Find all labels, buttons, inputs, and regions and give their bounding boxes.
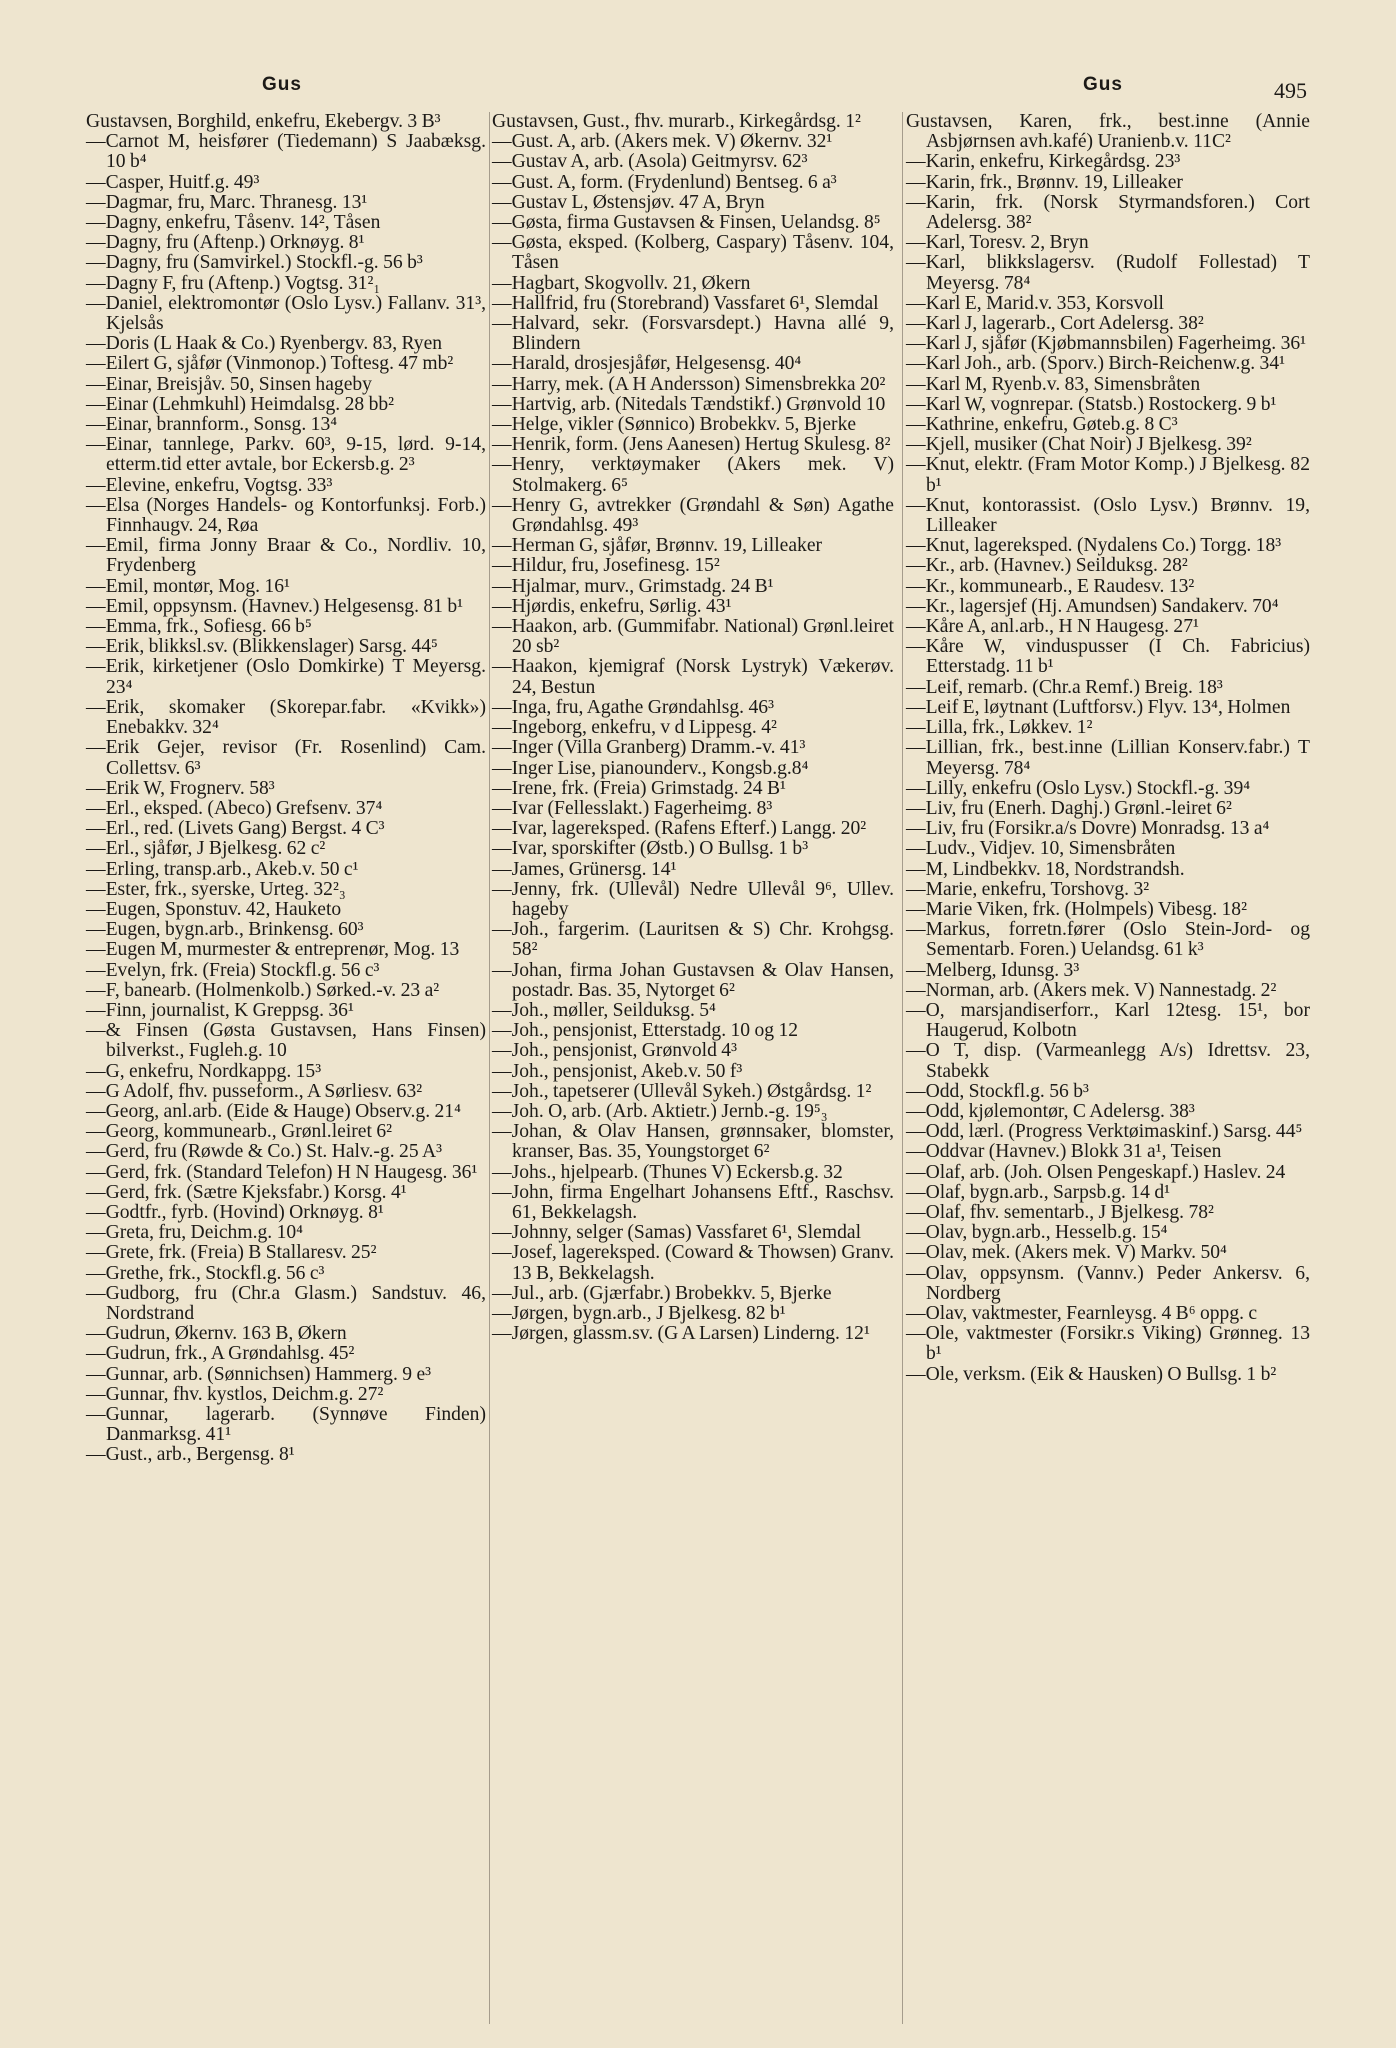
directory-entry: —Kathrine, enkefru, Gøteb.g. 8 C³ <box>906 414 1178 436</box>
directory-entry: —O, marsjandiserforr., Karl 12tesg. 15¹, bor Haugerud, Kolbotn <box>906 999 1310 1042</box>
directory-entry: —Inger (Villa Granberg) Dramm.-v. 41³ <box>492 737 806 759</box>
directory-entry: —Jørgen, glassm.sv. (G A Larsen) Linderng. 12¹ <box>492 1323 870 1345</box>
directory-entry: —Ole, verksm. (Eik & Hausken) O Bullsg. 1 b² <box>906 1363 1277 1385</box>
directory-entry: —Hartvig, arb. (Nitedals Tændstikf.) Grønvold 10 <box>492 393 886 415</box>
directory-column-3 <box>906 112 1310 1385</box>
directory-entry: —Ester, frk., syerske, Urteg. 32²₃ <box>86 878 346 900</box>
directory-entry: —Kåre W, vinduspusser (I Ch. Fabricius) Etterstadg. 11 b¹ <box>906 636 1310 678</box>
directory-entry: —Gunnar, fhv. kystlos, Deichm.g. 27² <box>86 1383 384 1405</box>
directory-entry: —Olav, vaktmester, Fearnleysg. 4 B⁶ oppg. c <box>906 1302 1258 1324</box>
page-number: 495 <box>1274 78 1307 103</box>
directory-entry: —Erik, blikksl.sv. (Blikkenslager) Sarsg. 44⁵ <box>86 636 438 658</box>
directory-entry: —Erling, transp.arb., Akeb.v. 50 c¹ <box>86 858 359 880</box>
directory-entry: —Godtfr., fyrb. (Hovind) Orknøyg. 8¹ <box>86 1201 384 1223</box>
directory-entry: —Grete, frk. (Freia) B Stallaresv. 25² <box>86 1242 377 1264</box>
directory-entry: —F, banearb. (Holmenkolb.) Sørked.-v. 23 a² <box>86 979 440 1001</box>
directory-entry: —Johs., hjelpearb. (Thunes V) Eckersb.g. 32 <box>492 1161 843 1183</box>
column-rule-2 <box>902 112 903 2024</box>
directory-entry: —Karl J, sjåfør (Kjøbmannsbilen) Fagerheimg. 36¹ <box>906 333 1307 355</box>
directory-entry: —Knut, elektr. (Fram Motor Komp.) J Bjelkesg. 82 b¹ <box>906 454 1310 496</box>
directory-entry: —Karl W, vognrepar. (Statsb.) Rostockerg. 9 b¹ <box>906 393 1277 415</box>
directory-entry: —Einar (Lehmkuhl) Heimdalsg. 28 bb² <box>86 393 395 415</box>
directory-entry: —Gudborg, fru (Chr.a Glasm.) Sandstuv. 46, Nordstrand <box>86 1282 486 1324</box>
directory-entry: —Haakon, arb. (Gummifabr. National) Grønl.leiret 20 sb² <box>492 616 894 658</box>
directory-entry: —Karl, Toresv. 2, Bryn <box>906 232 1089 254</box>
directory-entry: —Eugen M, murmester & entreprenør, Mog. 13 <box>86 939 460 961</box>
directory-entry: —Karl M, Ryenb.v. 83, Simensbråten <box>906 373 1201 395</box>
directory-entry: —Olaf, bygn.arb., Sarpsb.g. 14 d¹ <box>906 1181 1170 1203</box>
directory-entry: —Dagny, fru (Samvirkel.) Stockfl.-g. 56 b³ <box>86 252 423 274</box>
directory-entry: —Grethe, frk., Stockfl.g. 56 c³ <box>86 1262 325 1284</box>
directory-entry: —John, firma Engelhart Johansens Eftf., Raschsv. 61, Bekkelagsh. <box>492 1181 894 1223</box>
directory-entry: —Joh., pensjonist, Akeb.v. 50 f³ <box>492 1060 743 1082</box>
directory-entry: Gustavsen, Gust., fhv. murarb., Kirkegårdsg. 1² <box>492 111 861 132</box>
directory-entry: —Olav, bygn.arb., Hesselb.g. 15⁴ <box>906 1222 1168 1244</box>
directory-entry: —Olav, mek. (Akers mek. V) Markv. 50⁴ <box>906 1242 1227 1264</box>
directory-entry: —Herman G, sjåfør, Brønnv. 19, Lilleaker <box>492 535 823 557</box>
directory-entry: —Markus, forretn.fører (Oslo Stein-Jord- og Sementarb. Foren.) Uelandsg. 61 k³ <box>906 919 1310 961</box>
directory-entry: —Emil, montør, Mog. 16¹ <box>86 575 290 597</box>
directory-entry: —Ivar, sporskifter (Østb.) O Bullsg. 1 b³ <box>492 838 809 860</box>
directory-entry: —Olav, oppsynsm. (Vannv.) Peder Ankersv. 6, Nordberg <box>906 1262 1310 1304</box>
running-header-right: Gus <box>1083 74 1123 95</box>
directory-entry: —Helge, vikler (Sønnico) Brobekkv. 5, Bjerke <box>492 414 857 436</box>
directory-entry: —Dagny, enkefru, Tåsenv. 14², Tåsen <box>86 212 381 234</box>
directory-entry: —Gust. A, form. (Frydenlund) Bentseg. 6 a³ <box>492 171 837 193</box>
directory-entry: —Henry G, avtrekker (Grøndahl & Søn) Agathe Grøndahlsg. 49³ <box>492 494 894 537</box>
directory-entry: —Joh., tapetserer (Ullevål Sykeh.) Østgårdsg. 1² <box>492 1080 872 1102</box>
directory-entry: —Joh. O, arb. (Arb. Aktietr.) Jernb.-g. 19⁵₃ <box>492 1100 828 1122</box>
directory-entry: Gustavsen, Karen, frk., best.inne (Annie Asbjørnsen avh.kafé) Uranienb.v. 11C² <box>906 111 1310 153</box>
directory-entry: —Finn, journalist, K Greppsg. 36¹ <box>86 999 354 1021</box>
directory-entry: —Einar, Breisjåv. 50, Sinsen hageby <box>86 373 372 395</box>
column-rule-1 <box>489 112 490 2024</box>
directory-entry: —Josef, lagereksped. (Coward & Thowsen) Granv. 13 B, Bekkelagsh. <box>492 1242 894 1284</box>
directory-entry: —Gunnar, arb. (Sønnichsen) Hammerg. 9 e³ <box>86 1363 432 1385</box>
directory-entry: —Einar, tannlege, Parkv. 60³, 9-15, lørd. 9-14, etterm.tid etter avtale, bor Eckersb.g. 2³ <box>86 434 486 476</box>
directory-entry: —Erik W, Frognerv. 58³ <box>86 777 275 799</box>
directory-entry: —Kr., lagersjef (Hj. Amundsen) Sandakerv. 70⁴ <box>906 595 1279 617</box>
directory-entry: —Odd, Stockfl.g. 56 b³ <box>906 1080 1089 1102</box>
directory-entry: —Erik Gejer, revisor (Fr. Rosenlind) Cam. Collettsv. 6³ <box>86 737 486 779</box>
directory-entry: —Ludv., Vidjev. 10, Simensbråten <box>906 838 1176 860</box>
directory-entry: —Gustav L, Østensjøv. 47 A, Bryn <box>492 191 765 213</box>
directory-entry: —Knut, kontorassist. (Oslo Lysv.) Brønnv. 19, Lilleaker <box>906 494 1310 537</box>
directory-entry: —Karl J, lagerarb., Cort Adelersg. 38² <box>906 313 1204 335</box>
directory-entry: —Olaf, arb. (Joh. Olsen Pengeskapf.) Haslev. 24 <box>906 1161 1286 1183</box>
directory-entry: —Irene, frk. (Freia) Grimstadg. 24 B¹ <box>492 777 786 799</box>
directory-entry: —Leif, remarb. (Chr.a Remf.) Breig. 18³ <box>906 676 1223 698</box>
directory-entry: —Erl., sjåfør, J Bjelkesg. 62 c² <box>86 838 326 860</box>
directory-entry: —Erik, kirketjener (Oslo Domkirke) T Meyersg. 23⁴ <box>86 656 486 698</box>
directory-entry: —Inger Lise, pianounderv., Kongsb.g.8⁴ <box>492 757 809 779</box>
directory-entry: —Doris (L Haak & Co.) Ryenbergv. 83, Ryen <box>86 333 443 355</box>
directory-entry: —Ingeborg, enkefru, v d Lippesg. 4² <box>492 717 777 739</box>
directory-entry: —Karin, enkefru, Kirkegårdsg. 23³ <box>906 151 1181 173</box>
directory-entry: —Evelyn, frk. (Freia) Stockfl.g. 56 c³ <box>86 959 380 981</box>
directory-entry: —Kr., kommunearb., E Raudesv. 13² <box>906 575 1195 597</box>
directory-entry: —Hjørdis, enkefru, Sørlig. 43¹ <box>492 595 732 617</box>
directory-entry: —Ole, vaktmester (Forsikr.s Viking) Grønneg. 13 b¹ <box>906 1323 1310 1365</box>
directory-entry: —Eugen, Sponstuv. 42, Hauketo <box>86 898 342 920</box>
directory-entry: —Marie Viken, frk. (Holmpels) Vibesg. 18² <box>906 898 1247 920</box>
directory-entry: —Gunnar, lagerarb. (Synnøve Finden) Danmarksg. 41¹ <box>86 1404 486 1446</box>
directory-entry: —O T, disp. (Varmeanlegg A/s) Idrettsv. 23, Stabekk <box>906 1040 1310 1082</box>
directory-entry: —Gudrun, frk., A Grøndahlsg. 45² <box>86 1343 355 1365</box>
directory-entry: —Halvard, sekr. (Forsvarsdept.) Havna allé 9, Blindern <box>492 313 894 355</box>
directory-entry: —Gøsta, eksped. (Kolberg, Caspary) Tåsenv. 104, Tåsen <box>492 232 894 274</box>
directory-entry: —Emma, frk., Sofiesg. 66 b⁵ <box>86 616 312 638</box>
directory-entry: —Karin, frk., Brønnv. 19, Lilleaker <box>906 171 1183 193</box>
directory-entry: —Henry, verktøymaker (Akers mek. V) Stolmakerg. 6⁵ <box>492 454 894 496</box>
directory-entry: —Hjalmar, murv., Grimstadg. 24 B¹ <box>492 575 774 597</box>
directory-entry: —Carnot M, heisfører (Tiedemann) S Jaabæksg. 10 b⁴ <box>86 131 486 173</box>
directory-entry: —Hagbart, Skogvollv. 21, Økern <box>492 272 751 294</box>
directory-entry: —Dagny F, fru (Aftenp.) Vogtsg. 31²₁ <box>86 272 381 294</box>
directory-entry: —Olaf, fhv. sementarb., J Bjelkesg. 78² <box>906 1201 1214 1223</box>
directory-entry: —G Adolf, fhv. pusseform., A Sørliesv. 63² <box>86 1080 423 1102</box>
directory-entry: —Norman, arb. (Akers mek. V) Nannestadg. 2² <box>906 979 1277 1001</box>
directory-entry: —Lilla, frk., Løkkev. 1² <box>906 717 1093 739</box>
directory-entry: —M, Lindbekkv. 18, Nordstrandsh. <box>906 858 1185 880</box>
directory-entry: —Ivar (Fellesslakt.) Fagerheimg. 8³ <box>492 797 773 819</box>
directory-entry: —Karin, frk. (Norsk Styrmandsforen.) Cort Adelersg. 38² <box>906 191 1310 234</box>
directory-entry: Gustavsen, Borghild, enkefru, Ekebergv. 3 B³ <box>86 111 441 132</box>
directory-column-1 <box>86 112 486 1466</box>
directory-entry: —Gust., arb., Bergensg. 8¹ <box>86 1444 295 1466</box>
directory-entry: —Harry, mek. (A H Andersson) Simensbrekka 20² <box>492 373 886 395</box>
directory-entry: —Odd, lærl. (Progress Verktøimaskinf.) Sarsg. 44⁵ <box>906 1121 1303 1143</box>
directory-entry: —Gerd, frk. (Standard Telefon) H N Haugesg. 36¹ <box>86 1161 478 1183</box>
directory-entry: —Inga, fru, Agathe Grøndahlsg. 46³ <box>492 696 774 718</box>
directory-entry: —Kr., arb. (Havnev.) Seilduksg. 28² <box>906 555 1188 577</box>
directory-entry: —Dagmar, fru, Marc. Thranesg. 13¹ <box>86 191 368 213</box>
directory-entry: —Lillian, frk., best.inne (Lillian Konserv.fabr.) T Meyersg. 78⁴ <box>906 737 1310 779</box>
directory-entry: —Joh., fargerim. (Lauritsen & S) Chr. Krohgsg. 58² <box>492 919 894 961</box>
directory-entry: —James, Grünersg. 14¹ <box>492 858 677 880</box>
directory-entry: —Karl E, Marid.v. 353, Korsvoll <box>906 292 1164 314</box>
directory-entry: —Marie, enkefru, Torshovg. 3² <box>906 878 1150 900</box>
directory-entry: —Greta, fru, Deichm.g. 10⁴ <box>86 1222 303 1244</box>
directory-entry: —Knut, lagereksped. (Nydalens Co.) Torgg. 18³ <box>906 535 1282 557</box>
directory-entry: —Gerd, frk. (Sætre Kjeksfabr.) Korsg. 4¹ <box>86 1181 407 1203</box>
directory-entry: —Erl., red. (Livets Gang) Bergst. 4 C³ <box>86 818 385 840</box>
directory-entry: —Eilert G, sjåfør (Vinmonop.) Toftesg. 47 mb² <box>86 353 454 375</box>
directory-column-2 <box>492 112 894 1344</box>
directory-entry: —Johan, & Olav Hansen, grønnsaker, blomster, kranser, Bas. 35, Youngstorget 6² <box>492 1121 894 1163</box>
directory-entry: —Joh., møller, Seilduksg. 5⁴ <box>492 999 716 1021</box>
directory-entry: —Melberg, Idunsg. 3³ <box>906 959 1080 981</box>
directory-entry: —Erl., eksped. (Abeco) Grefsenv. 37⁴ <box>86 797 383 819</box>
directory-entry: —Gust. A, arb. (Akers mek. V) Økernv. 32¹ <box>492 131 833 153</box>
directory-entry: —Hallfrid, fru (Storebrand) Vassfaret 6¹, Slemdal <box>492 292 879 314</box>
directory-entry: —Gustav A, arb. (Asola) Geitmyrsv. 62³ <box>492 151 808 173</box>
directory-entry: —Jenny, frk. (Ullevål) Nedre Ullevål 9⁶, Ullev. hageby <box>492 878 894 920</box>
directory-entry: —Joh., pensjonist, Etterstadg. 10 og 12 <box>492 1020 799 1042</box>
directory-entry: —Dagny, fru (Aftenp.) Orknøyg. 8¹ <box>86 232 365 254</box>
directory-entry: —Hildur, fru, Josefinesg. 15² <box>492 555 720 577</box>
directory-entry: —Lilly, enkefru (Oslo Lysv.) Stockfl.-g. 39⁴ <box>906 777 1251 799</box>
directory-entry: —Karl Joh., arb. (Sporv.) Birch-Reichenw.g. 34¹ <box>906 353 1286 375</box>
directory-entry: —Georg, kommunearb., Grønl.leiret 6² <box>86 1121 393 1143</box>
directory-entry: —Casper, Huitf.g. 49³ <box>86 171 260 193</box>
directory-entry: —Joh., pensjonist, Grønvold 4³ <box>492 1040 737 1062</box>
directory-entry: —Henrik, form. (Jens Aanesen) Hertug Skulesg. 8² <box>492 434 891 456</box>
directory-entry: —G, enkefru, Nordkappg. 15³ <box>86 1060 322 1082</box>
directory-entry: —Gerd, fru (Røwde & Co.) St. Halv.-g. 25 A³ <box>86 1141 442 1163</box>
directory-entry: —Kjell, musiker (Chat Noir) J Bjelkesg. 39² <box>906 434 1252 456</box>
directory-entry: —Johnny, selger (Samas) Vassfaret 6¹, Slemdal <box>492 1222 862 1244</box>
directory-entry: —Kåre A, anl.arb., H N Haugesg. 27¹ <box>906 616 1199 638</box>
directory-entry: —Odd, kjølemontør, C Adelersg. 38³ <box>906 1100 1195 1122</box>
directory-entry: —Einar, brannform., Sonsg. 13⁴ <box>86 414 338 436</box>
directory-entry: —Daniel, elektromontør (Oslo Lysv.) Fallanv. 31³, Kjelsås <box>86 292 486 335</box>
directory-entry: —Karl, blikkslagersv. (Rudolf Follestad) T Meyersg. 78⁴ <box>906 252 1310 294</box>
directory-entry: —Erik, skomaker (Skorepar.fabr. «Kvikk») Enebakkv. 32⁴ <box>86 696 486 739</box>
directory-entry: —Leif E, løytnant (Luftforsv.) Flyv. 13⁴, Holmen <box>906 696 1291 718</box>
directory-entry: —& Finsen (Gøsta Gustavsen, Hans Finsen) bilverkst., Fugleh.g. 10 <box>86 1020 486 1062</box>
directory-entry: —Jul., arb. (Gjærfabr.) Brobekkv. 5, Bjerke <box>492 1282 832 1304</box>
directory-entry: —Oddvar (Havnev.) Blokk 31 a¹, Teisen <box>906 1141 1222 1163</box>
directory-entry: —Ivar, lagereksped. (Rafens Efterf.) Langg. 20² <box>492 818 867 840</box>
directory-entry: —Elsa (Norges Handels- og Kontorfunksj. Forb.) Finnhaugv. 24, Røa <box>86 494 486 537</box>
directory-entry: —Liv, fru (Forsikr.a/s Dovre) Monradsg. 13 a⁴ <box>906 818 1270 840</box>
running-header-left: Gus <box>262 74 302 95</box>
directory-entry: —Haakon, kjemigraf (Norsk Lystryk) Vækerøv. 24, Bestun <box>492 656 894 698</box>
directory-entry: —Eugen, bygn.arb., Brinkensg. 60³ <box>86 919 364 941</box>
directory-entry: —Emil, firma Jonny Braar & Co., Nordliv. 10, Frydenberg <box>86 535 486 577</box>
directory-entry: —Elevine, enkefru, Vogtsg. 33³ <box>86 474 333 496</box>
directory-entry: —Gudrun, Økernv. 163 B, Økern <box>86 1323 347 1345</box>
directory-entry: —Harald, drosjesjåfør, Helgesensg. 40⁴ <box>492 353 802 375</box>
directory-entry: —Johan, firma Johan Gustavsen & Olav Hansen, postadr. Bas. 35, Nytorget 6² <box>492 959 894 1001</box>
directory-entry: —Emil, oppsynsm. (Havnev.) Helgesensg. 81 b¹ <box>86 595 464 617</box>
directory-entry: —Liv, fru (Enerh. Daghj.) Grønl.-leiret 6² <box>906 797 1232 819</box>
directory-entry: —Jørgen, bygn.arb., J Bjelkesg. 82 b¹ <box>492 1302 786 1324</box>
directory-entry: —Gøsta, firma Gustavsen & Finsen, Uelandsg. 8⁵ <box>492 212 881 234</box>
directory-entry: —Georg, anl.arb. (Eide & Hauge) Observ.g. 21⁴ <box>86 1100 461 1122</box>
